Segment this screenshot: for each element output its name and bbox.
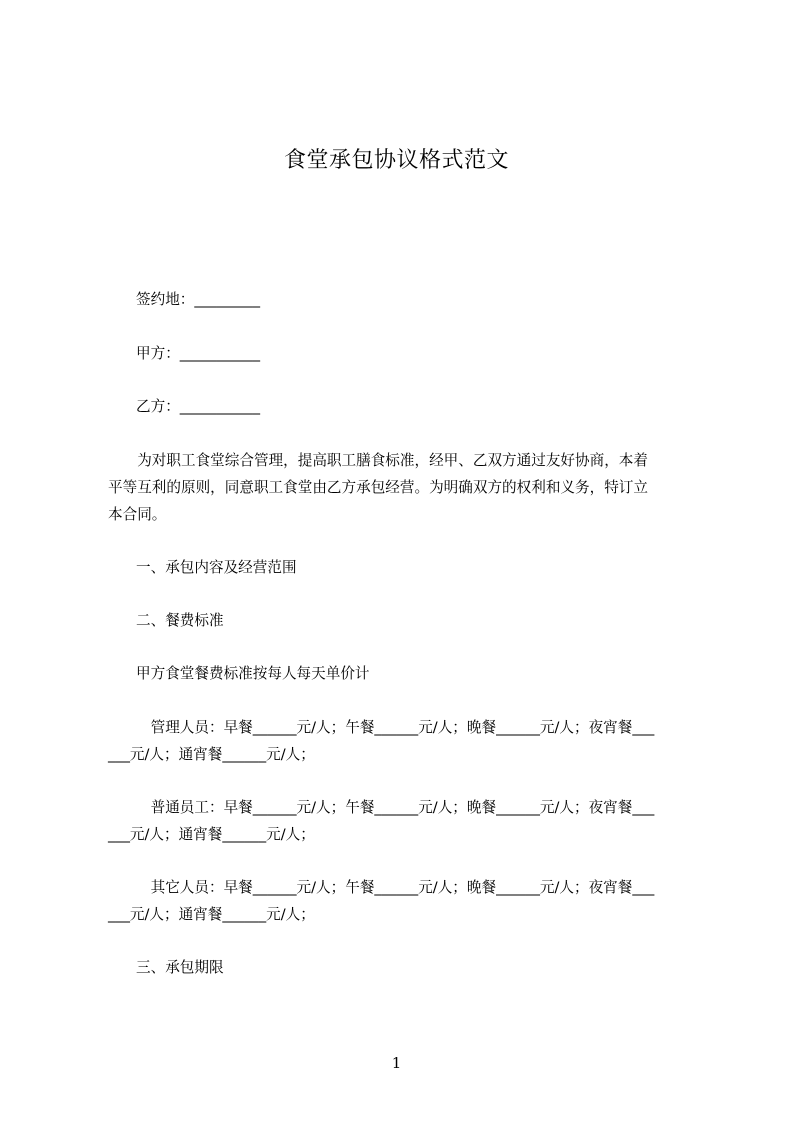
pricing-line: 其它人员：早餐______元/人；午餐______元/人；晚餐______元/人；夜宵餐___ — [136, 879, 655, 896]
pricing-line: ___元/人；通宵餐______元/人； — [108, 826, 315, 843]
intro-line: 为对职工食堂综合管理，提高职工膳食标准，经甲、乙双方通过友好协商，本着 — [108, 452, 648, 469]
pricing-regular-staff — [108, 794, 704, 848]
meal-fee-description: 甲方食堂餐费标准按每人每天单价计 — [136, 665, 370, 682]
pricing-line: ___元/人；通宵餐______元/人； — [108, 746, 315, 763]
intro-line: 平等互利的原则，同意职工食堂由乙方承包经营。为明确双方的权利和义务，特订立 — [108, 479, 648, 496]
section-heading-2: 二、餐费标准 — [136, 612, 224, 629]
party-b-field: 乙方：___________ — [136, 398, 261, 415]
page-number: 1 — [391, 1054, 402, 1072]
pricing-line: 普通员工：早餐______元/人；午餐______元/人；晚餐______元/人；夜宵餐___ — [136, 799, 655, 816]
section-heading-1: 一、承包内容及经营范围 — [136, 559, 297, 576]
pricing-line: 管理人员：早餐______元/人；午餐______元/人；晚餐______元/人；夜宵餐___ — [136, 719, 655, 736]
section-heading-3: 三、承包期限 — [136, 959, 224, 976]
sign-place-field: 签约地：_________ — [136, 291, 261, 308]
document-title: 食堂承包协议格式范文 — [283, 148, 509, 173]
intro-paragraph — [108, 447, 704, 528]
pricing-other-staff — [108, 874, 704, 928]
pricing-management — [108, 714, 704, 768]
party-a-field: 甲方：___________ — [136, 345, 261, 362]
pricing-line: ___元/人；通宵餐______元/人； — [108, 906, 315, 923]
intro-line: 本合同。 — [108, 506, 167, 523]
